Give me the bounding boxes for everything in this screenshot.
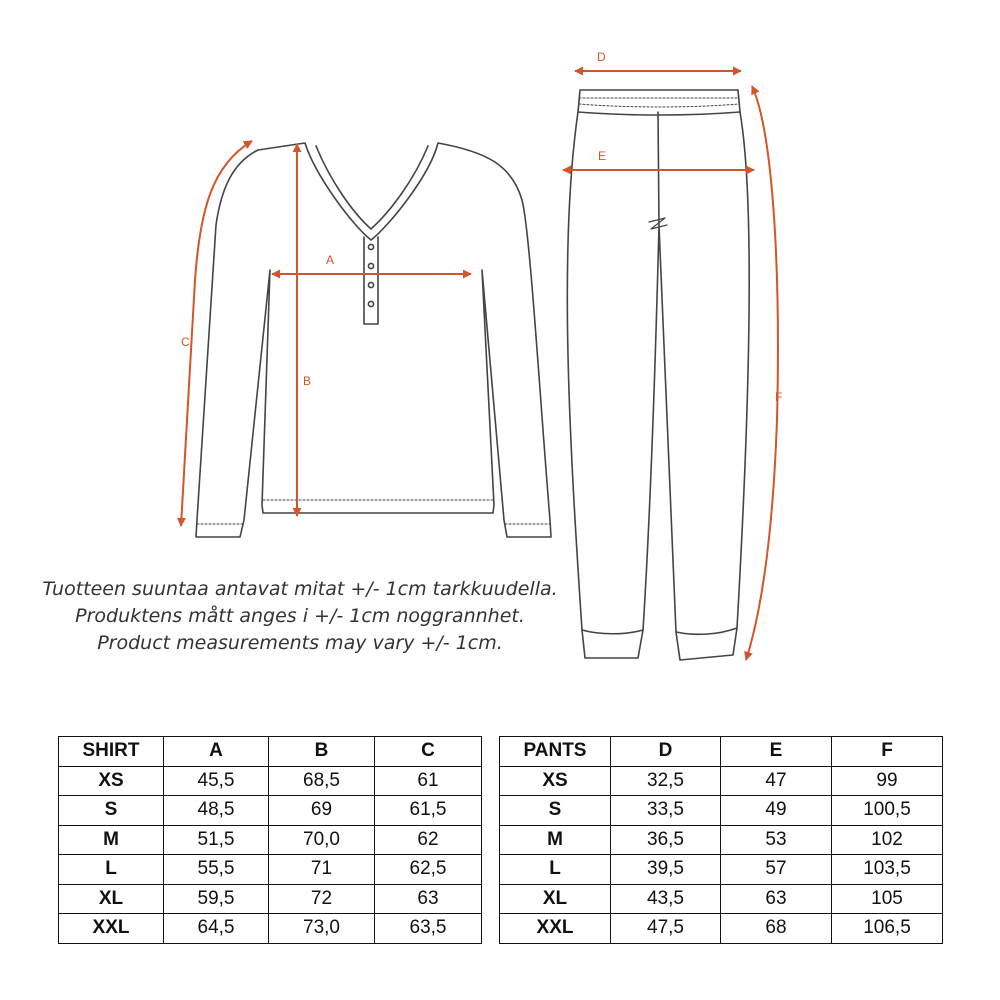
- value-cell: 73,0: [269, 914, 375, 944]
- shirt-neckline: [316, 146, 428, 229]
- value-cell: 106,5: [832, 914, 943, 944]
- pants-waistband: [578, 112, 740, 115]
- table-header-row: [500, 737, 943, 767]
- value-cell: 69: [269, 796, 375, 826]
- table-row: [59, 796, 482, 826]
- table-row: [500, 855, 943, 885]
- shirt-button: [368, 301, 373, 306]
- value-cell: 99: [832, 766, 943, 796]
- measurement-note-finnish: Tuotteen suuntaa antavat mitat +/- 1cm tarkkuudella.: [42, 578, 558, 600]
- value-cell: 64,5: [164, 914, 269, 944]
- table-row: [59, 825, 482, 855]
- pants-waistband-stitch: [579, 104, 739, 107]
- label-a: A: [326, 253, 335, 267]
- value-cell: 59,5: [164, 884, 269, 914]
- size-cell: M: [500, 825, 611, 855]
- pants-drawing: [567, 90, 749, 660]
- value-cell: 103,5: [832, 855, 943, 885]
- label-d: D: [597, 50, 606, 64]
- pants-header-size: PANTS: [500, 737, 611, 767]
- value-cell: 47: [721, 766, 832, 796]
- value-cell: 63: [721, 884, 832, 914]
- value-cell: 61: [375, 766, 482, 796]
- value-cell: 33,5: [611, 796, 721, 826]
- label-b: B: [303, 374, 312, 388]
- table-row: [500, 825, 943, 855]
- size-cell: S: [500, 796, 611, 826]
- table-row: [59, 914, 482, 944]
- value-cell: 71: [269, 855, 375, 885]
- shirt-size-table: [58, 736, 482, 944]
- value-cell: 62,5: [375, 855, 482, 885]
- measure-f-arrow: [746, 86, 778, 660]
- shirt-button: [368, 282, 373, 287]
- value-cell: 100,5: [832, 796, 943, 826]
- pants-header-e: E: [721, 737, 832, 767]
- size-cell: XS: [59, 766, 164, 796]
- size-cell: M: [59, 825, 164, 855]
- table-row: [59, 766, 482, 796]
- shirt-header-size: SHIRT: [59, 737, 164, 767]
- value-cell: 57: [721, 855, 832, 885]
- measurement-note-english: Product measurements may vary +/- 1cm.: [97, 632, 503, 654]
- value-cell: 63: [375, 884, 482, 914]
- size-cell: L: [500, 855, 611, 885]
- label-c: C: [181, 335, 190, 349]
- label-f: F: [775, 390, 783, 404]
- shirt-button: [368, 263, 373, 268]
- value-cell: 48,5: [164, 796, 269, 826]
- value-cell: 72: [269, 884, 375, 914]
- size-cell: XL: [59, 884, 164, 914]
- pants-cuff-right: [676, 628, 737, 634]
- value-cell: 62: [375, 825, 482, 855]
- table-row: [500, 884, 943, 914]
- label-e: E: [598, 149, 607, 163]
- table-row: [500, 796, 943, 826]
- value-cell: 61,5: [375, 796, 482, 826]
- value-cell: 105: [832, 884, 943, 914]
- value-cell: 63,5: [375, 914, 482, 944]
- value-cell: 53: [721, 825, 832, 855]
- value-cell: 102: [832, 825, 943, 855]
- pants-crotch-mark: [649, 218, 667, 229]
- value-cell: 68: [721, 914, 832, 944]
- shirt-outline: [196, 143, 551, 537]
- shirt-button: [368, 244, 373, 249]
- value-cell: 51,5: [164, 825, 269, 855]
- value-cell: 36,5: [611, 825, 721, 855]
- value-cell: 45,5: [164, 766, 269, 796]
- size-cell: XL: [500, 884, 611, 914]
- pants-header-d: D: [611, 737, 721, 767]
- value-cell: 55,5: [164, 855, 269, 885]
- shirt-drawing: [196, 143, 551, 537]
- size-cell: S: [59, 796, 164, 826]
- size-cell: L: [59, 855, 164, 885]
- size-cell: XS: [500, 766, 611, 796]
- value-cell: 32,5: [611, 766, 721, 796]
- value-cell: 49: [721, 796, 832, 826]
- table-row: [500, 914, 943, 944]
- value-cell: 47,5: [611, 914, 721, 944]
- pants-cuff-left: [582, 630, 643, 634]
- size-cell: XXL: [59, 914, 164, 944]
- table-header-row: [59, 737, 482, 767]
- shirt-header-b: B: [269, 737, 375, 767]
- table-row: [59, 884, 482, 914]
- table-row: [59, 855, 482, 885]
- pants-size-table: [499, 736, 943, 944]
- measurement-note-swedish: Produktens mått anges i +/- 1cm noggrannhet.: [75, 605, 525, 627]
- shirt-header-a: A: [164, 737, 269, 767]
- measure-c-arrow: [181, 141, 252, 526]
- value-cell: 70,0: [269, 825, 375, 855]
- size-cell: XXL: [500, 914, 611, 944]
- value-cell: 43,5: [611, 884, 721, 914]
- value-cell: 39,5: [611, 855, 721, 885]
- pants-header-f: F: [832, 737, 943, 767]
- shirt-header-c: C: [375, 737, 482, 767]
- value-cell: 68,5: [269, 766, 375, 796]
- table-row: [500, 766, 943, 796]
